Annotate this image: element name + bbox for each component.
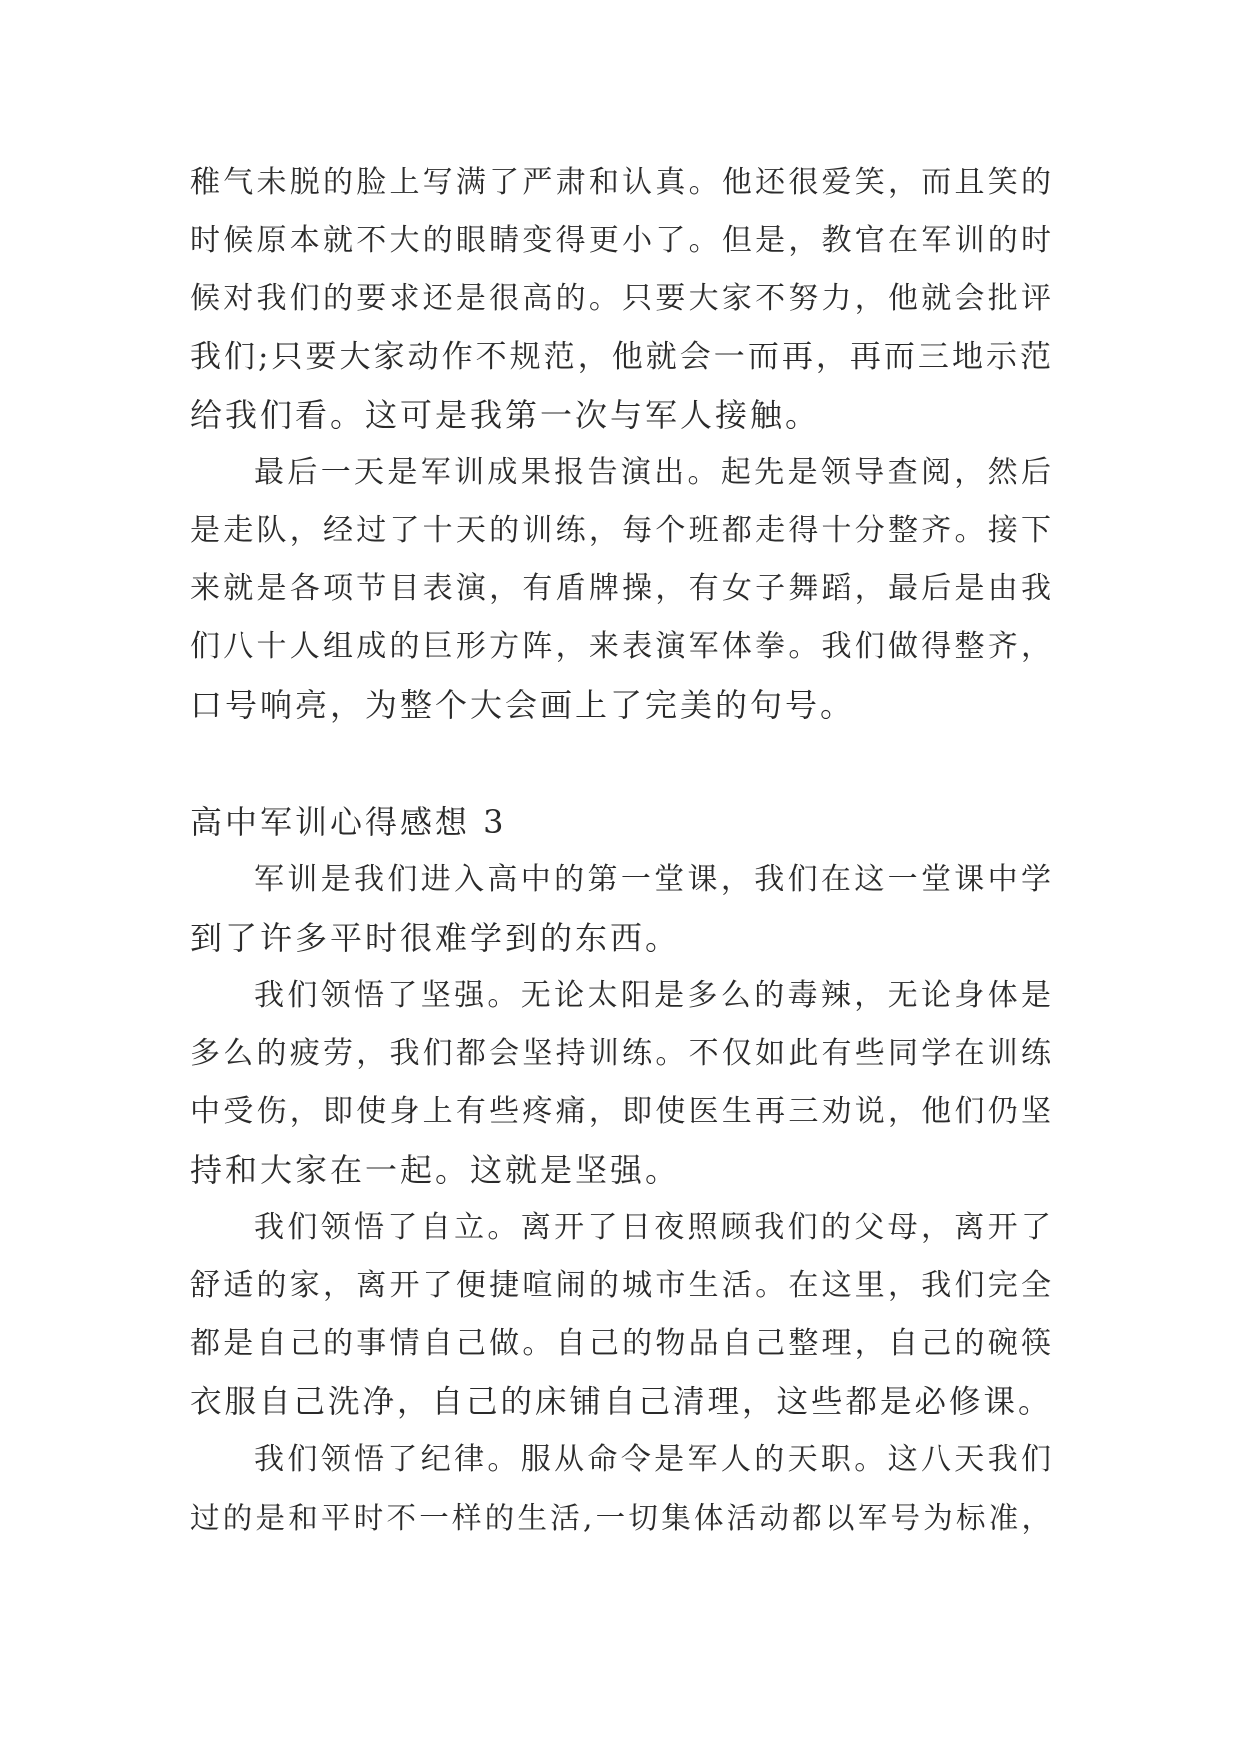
section-title: 高中军训心得感想 3 xyxy=(190,803,507,841)
paragraph-line: 是走队，经过了十天的训练，每个班都走得十分整齐。接下 xyxy=(190,513,1054,548)
paragraph-line: 舒适的家，离开了便捷喧闹的城市生活。在这里，我们完全 xyxy=(190,1268,1054,1303)
paragraph-line: 来就是各项节目表演，有盾牌操，有女子舞蹈，最后是由我 xyxy=(190,571,1054,606)
paragraph-line: 我们领悟了自立。离开了日夜照顾我们的父母，离开了 xyxy=(254,1210,1054,1245)
paragraph-line: 过的是和平时不一样的生活,一切集体活动都以军号为标准， xyxy=(190,1501,1054,1535)
paragraph-line: 时候原本就不大的眼睛变得更小了。但是，教官在军训的时 xyxy=(190,223,1054,258)
paragraph-line: 候对我们的要求还是很高的。只要大家不努力，他就会批评 xyxy=(190,281,1054,316)
paragraph-line: 口号响亮，为整个大会画上了完美的句号。 xyxy=(190,686,856,724)
paragraph-line: 给我们看。这可是我第一次与军人接触。 xyxy=(190,396,821,434)
paragraph-line: 持和大家在一起。这就是坚强。 xyxy=(190,1151,681,1189)
paragraph-line: 中受伤，即使身上有些疼痛，即使医生再三劝说，他们仍坚 xyxy=(190,1094,1054,1129)
paragraph-line: 们八十人组成的巨形方阵，来表演军体拳。我们做得整齐， xyxy=(190,629,1054,664)
paragraph-line: 我们领悟了坚强。无论太阳是多么的毒辣，无论身体是 xyxy=(254,978,1054,1013)
paragraph-line: 我们领悟了纪律。服从命令是军人的天职。这八天我们 xyxy=(254,1442,1054,1477)
paragraph-line: 最后一天是军训成果报告演出。起先是领导查阅，然后 xyxy=(254,455,1054,490)
paragraph-line: 衣服自己洗净，自己的床铺自己清理，这些都是必修课。 xyxy=(190,1384,1053,1420)
paragraph-line: 到了许多平时很难学到的东西。 xyxy=(190,919,681,957)
paragraph-line: 多么的疲劳，我们都会坚持训练。不仅如此有些同学在训练 xyxy=(190,1036,1054,1071)
paragraph-line: 军训是我们进入高中的第一堂课，我们在这一堂课中学 xyxy=(254,862,1054,897)
paragraph-line: 稚气未脱的脸上写满了严肃和认真。他还很爱笑，而且笑的 xyxy=(190,165,1054,200)
paragraph-line: 都是自己的事情自己做。自己的物品自己整理，自己的碗筷 xyxy=(190,1326,1054,1361)
paragraph-line: 我们;只要大家动作不规范，他就会一而再，再而三地示范 xyxy=(190,339,1054,375)
